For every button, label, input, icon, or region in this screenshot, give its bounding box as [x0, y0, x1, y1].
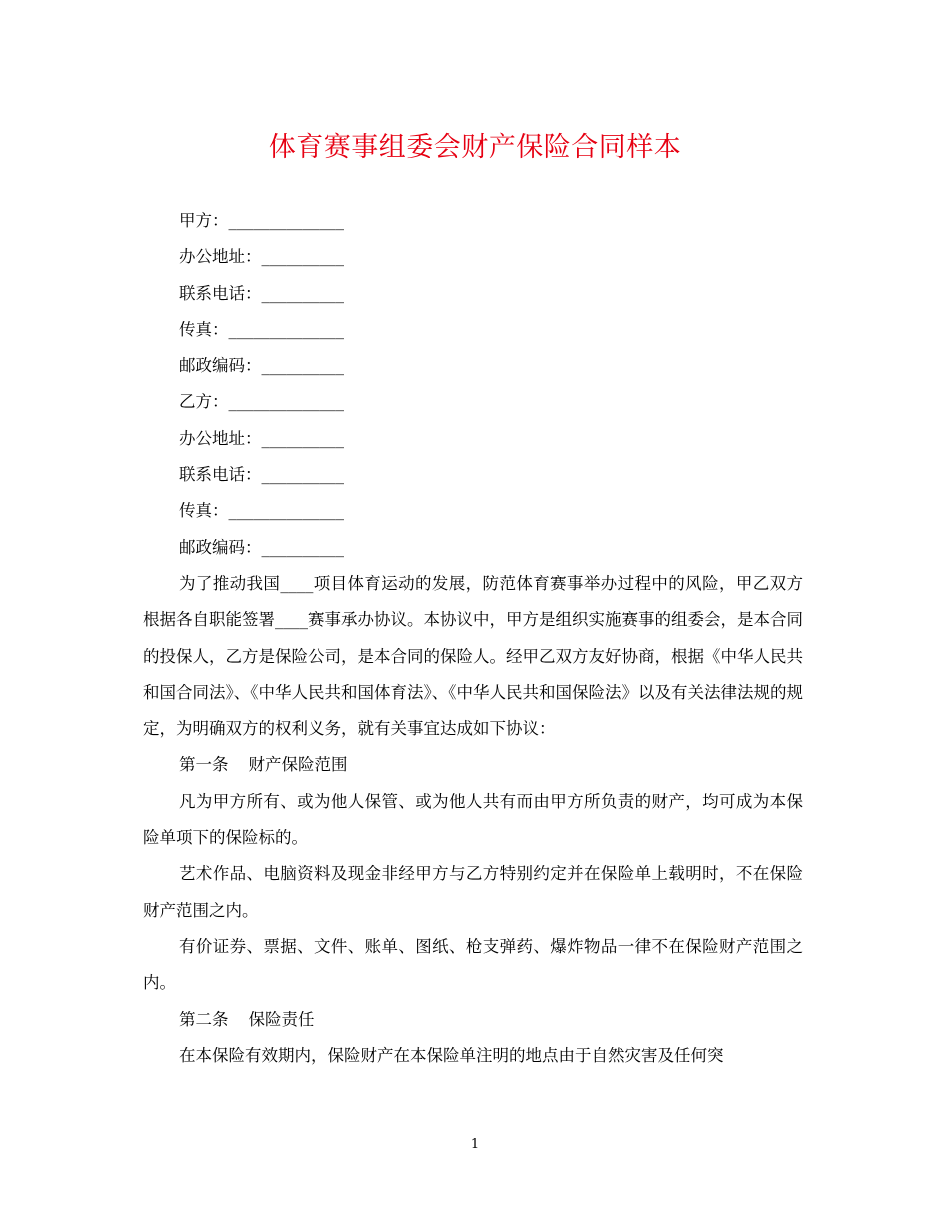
- fill-blank: ______________: [228, 392, 344, 412]
- party-a-address-field: [143, 239, 803, 275]
- field-label: 传真：: [179, 319, 229, 339]
- fill-blank: ______________: [228, 501, 344, 521]
- fill-blank: __________: [261, 537, 344, 557]
- field-label: 甲方：: [179, 211, 229, 230]
- fill-blank: __________: [261, 428, 344, 448]
- document-title: 体育赛事组委会财产保险合同样本: [268, 132, 682, 163]
- article-title: 财产保险范围: [248, 755, 348, 775]
- party-a-postcode-field: [143, 348, 803, 384]
- article-2-heading: [143, 1002, 803, 1038]
- article-1-paragraph: 凡为甲方所有、或为他人保管、或为他人共有而由甲方所负责的财产，均可成为本保险单项下的保险标的。: [143, 791, 803, 848]
- party-a-phone-field: [143, 276, 803, 312]
- field-label: 邮政编码：: [179, 356, 262, 376]
- page-number: 1: [470, 1137, 480, 1152]
- fill-blank: __________: [261, 356, 344, 376]
- field-label: 联系电话：: [179, 465, 262, 485]
- party-b-phone-field: [143, 457, 803, 493]
- article-title: 保险责任: [248, 1009, 315, 1029]
- article-1-paragraph: 有价证券、票据、文件、账单、图纸、枪支弹药、爆炸物品一律不在保险财产范围之内。: [143, 936, 803, 993]
- fill-blank: ______________: [228, 319, 344, 339]
- field-label: 联系电话：: [179, 283, 262, 303]
- fill-blank: ______________: [228, 211, 344, 230]
- party-a-name-field: [143, 203, 803, 239]
- field-label: 办公地址：: [179, 428, 262, 448]
- party-b-postcode-field: [143, 530, 803, 566]
- party-a-section: [143, 203, 803, 384]
- article-2-paragraph: 在本保险有效期内，保险财产在本保险单注明的地点由于自然灾害及任何突: [179, 1045, 724, 1065]
- article-number: 第二条: [179, 1009, 229, 1029]
- fill-blank: __________: [261, 465, 344, 485]
- field-label: 乙方：: [179, 392, 229, 412]
- document-body: [143, 203, 803, 1074]
- party-b-fax-field: [143, 493, 803, 529]
- article-1-heading: [143, 747, 803, 783]
- party-b-address-field: [143, 421, 803, 457]
- fill-blank: __________: [261, 283, 344, 303]
- intro-paragraph: 为了推动我国____项目体育运动的发展，防范体育赛事举办过程中的风险，甲乙双方根据各自职能签署____赛事承办协议。本协议中，甲方是组织实施赛事的组委会，是本合同的投保人，乙方是保险公司，是本合同的保险人。经甲乙双方友好协商，根据《中华人民共和国合同法》、《中华人民共和国体育法》、《中华人民共和国保险法》以及有关法律法规的规定，为明确双方的权利义务，就有关事宜达成如下协议：: [143, 573, 803, 739]
- field-label: 办公地址：: [179, 247, 262, 267]
- article-1-paragraph: 艺术作品、电脑资料及现金非经甲方与乙方特别约定并在保险单上载明时，不在保险财产范围之内。: [143, 864, 803, 920]
- field-label: 邮政编码：: [179, 537, 262, 557]
- party-b-name-field: [143, 384, 803, 420]
- field-label: 传真：: [179, 501, 229, 521]
- party-a-fax-field: [143, 312, 803, 348]
- fill-blank: __________: [261, 247, 344, 267]
- article-number: 第一条: [179, 755, 229, 775]
- party-b-section: [143, 384, 803, 565]
